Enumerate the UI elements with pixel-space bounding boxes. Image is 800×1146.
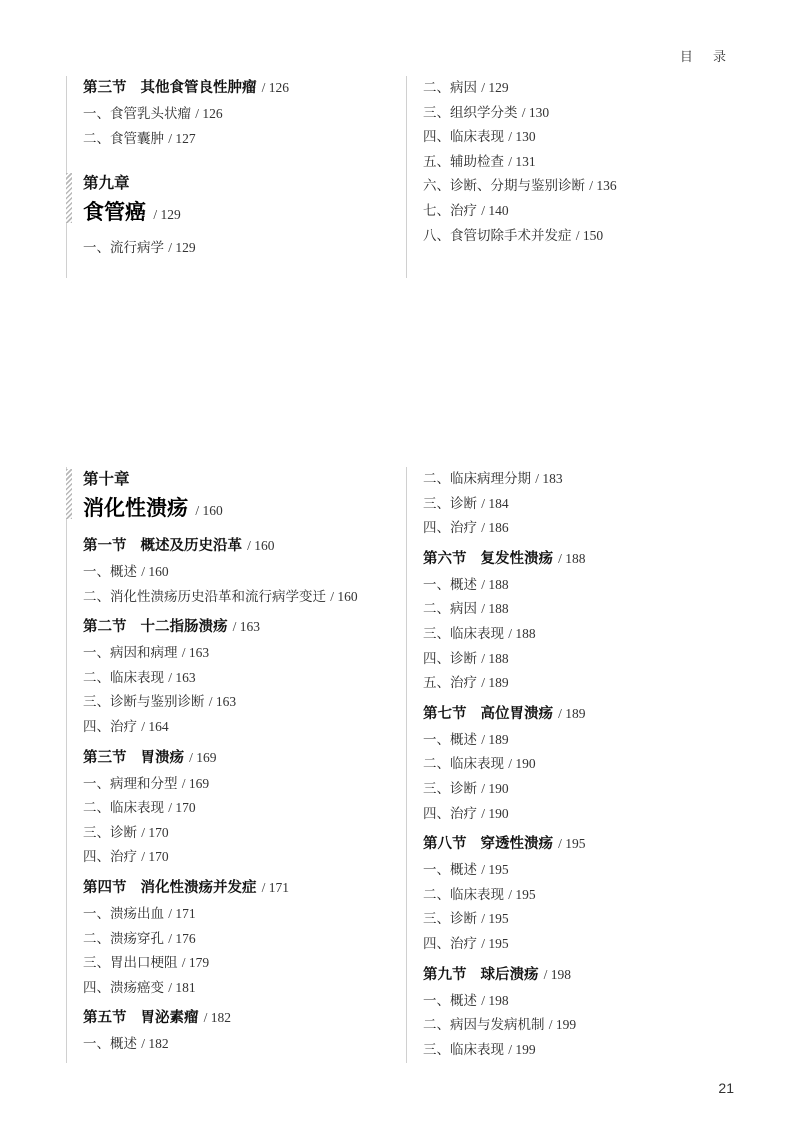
toc-entry-title: 八、食管切除手术并发症: [423, 227, 572, 244]
toc-section: [83, 1006, 419, 1030]
toc-entry: [423, 597, 733, 622]
section-title: 十二指肠溃疡: [140, 619, 228, 636]
toc-entry-title: 二、病因与发病机制: [423, 1017, 545, 1034]
section-number: 第八节: [423, 836, 467, 853]
toc-entry-page: / 170: [168, 800, 196, 816]
toc-section: [83, 615, 419, 639]
section-number: 第三节: [83, 749, 127, 766]
toc-entry: [423, 516, 733, 541]
toc-entry-title: 七、治疗: [423, 202, 477, 219]
toc-entry-title: 二、病因: [423, 80, 477, 96]
toc-entry-title: 四、诊断: [423, 650, 477, 667]
toc-entry: [423, 199, 733, 224]
toc-entry: [83, 1032, 419, 1057]
toc-entry-page: / 199: [508, 1041, 536, 1057]
toc-entry-page: / 189: [481, 731, 509, 747]
chapter-title: [83, 195, 419, 232]
chapter-page: / 160: [195, 503, 223, 518]
toc-section: [423, 832, 733, 856]
toc-entry: [83, 951, 419, 976]
toc-entry: [83, 821, 419, 846]
toc-entry-page: / 163: [208, 694, 237, 710]
toc-entry: [423, 150, 733, 175]
toc-entry-page: / 184: [481, 495, 509, 511]
toc-entry: [83, 641, 419, 666]
toc-entry-title: 三、诊断: [423, 911, 477, 928]
toc-entry-page: / 198: [481, 992, 509, 1008]
toc-entry: [83, 902, 419, 927]
toc-entry-title: 二、临床表现: [423, 756, 504, 773]
chapter-number: 第九章: [83, 174, 130, 193]
toc-chapter: [83, 467, 419, 528]
toc-chapter: [83, 171, 419, 232]
toc-entry: [423, 76, 733, 101]
toc-entry-title: 三、诊断与鉴别诊断: [83, 694, 205, 711]
toc-entry: [83, 560, 419, 585]
toc-entry-page: / 195: [508, 886, 536, 902]
toc-entry-title: 五、辅助检查: [423, 153, 504, 170]
section-page: / 182: [203, 1010, 231, 1026]
toc-entry: [423, 174, 733, 199]
toc-entry-page: / 179: [181, 955, 210, 971]
toc-entry: [423, 777, 733, 802]
toc-entry: [83, 236, 419, 261]
chapter-page: / 129: [153, 207, 181, 223]
toc-entry: [83, 845, 419, 870]
toc-entry: [423, 467, 733, 492]
toc-entry-title: 五、治疗: [423, 675, 477, 692]
toc-entry: [423, 224, 733, 249]
toc-entry: [83, 690, 419, 715]
toc-entry-page: / 190: [481, 780, 509, 796]
toc-entry-title: 三、组织学分类: [423, 104, 518, 121]
toc-entry-page: / 163: [181, 645, 210, 661]
section-page: / 169: [189, 749, 217, 765]
section-number: 第二节: [83, 619, 127, 636]
section-number: 第一节: [83, 538, 127, 554]
toc-entry: [423, 101, 733, 126]
page-number: 21: [718, 1080, 734, 1096]
toc-column-right: [406, 467, 733, 1063]
toc-entry-title: 一、病因和病理: [83, 645, 178, 662]
toc-entry-title: 三、诊断: [423, 780, 477, 797]
section-number: 第五节: [83, 1010, 127, 1027]
toc-block-1: [66, 76, 736, 276]
toc-entry-page: / 131: [508, 153, 536, 169]
toc-entry-page: / 171: [168, 905, 196, 921]
toc-entry-title: 四、治疗: [423, 805, 477, 822]
toc-section: [423, 963, 733, 987]
chapter-title-text: 消化性溃疡: [83, 496, 188, 520]
toc-block-2: [66, 467, 736, 1063]
toc-entry-page: / 190: [508, 756, 536, 772]
toc-entry-title: 四、治疗: [83, 718, 137, 735]
toc-column-left: [66, 76, 419, 278]
section-page: / 189: [558, 705, 586, 721]
toc-entry-title: 四、治疗: [423, 935, 477, 952]
section-title: 消化性溃疡并发症: [140, 879, 257, 896]
chapter-number: 第十章: [83, 470, 130, 488]
toc-entry: [423, 883, 733, 908]
toc-entry-title: 一、溃疡出血: [83, 905, 164, 922]
section-page: / 198: [543, 966, 571, 982]
toc-entry: [83, 772, 419, 797]
toc-entry-page: / 186: [481, 520, 509, 536]
toc-entry: [83, 927, 419, 952]
chapter-stripe-decoration: [66, 173, 72, 223]
toc-entry-title: 四、临床表现: [423, 129, 504, 146]
section-title: 胃溃疡: [140, 749, 184, 766]
chapter-stripe-decoration: [66, 469, 72, 519]
section-title: 球后溃疡: [480, 966, 539, 983]
toc-entry: [423, 802, 733, 827]
toc-entry: [423, 573, 733, 598]
toc-section: [83, 876, 419, 900]
toc-entry-page: / 195: [481, 862, 509, 878]
section-number: 第四节: [83, 879, 127, 896]
toc-entry-title: 三、临床表现: [423, 625, 504, 642]
toc-entry: [423, 1013, 733, 1038]
section-number: 第六节: [423, 550, 467, 567]
toc-entry-title: 二、病因: [423, 601, 477, 618]
toc-entry-title: 二、临床病理分期: [423, 471, 531, 487]
toc-entry-page: / 160: [141, 564, 169, 579]
toc-entry: [423, 125, 733, 150]
toc-entry: [423, 671, 733, 696]
toc-entry-page: / 130: [508, 129, 536, 145]
toc-entry-page: / 129: [168, 240, 196, 256]
toc-entry-page: / 130: [521, 104, 550, 120]
toc-entry-title: 三、诊断: [423, 495, 477, 512]
section-number: 第三节: [83, 80, 127, 96]
section-page: / 163: [232, 619, 260, 635]
section-number: 第七节: [423, 705, 467, 722]
toc-section: [423, 702, 733, 726]
toc-section: [83, 534, 419, 558]
section-title: 胃泌素瘤: [140, 1010, 199, 1027]
toc-entry: [83, 127, 419, 152]
toc-entry-title: 三、诊断: [83, 824, 137, 841]
toc-entry: [83, 976, 419, 1001]
toc-entry-title: 一、概述: [423, 731, 477, 748]
toc-column-right: [406, 76, 733, 278]
toc-entry: [423, 858, 733, 883]
section-page: / 126: [261, 80, 289, 95]
toc-entry-title: 四、治疗: [83, 849, 137, 866]
toc-entry: [423, 907, 733, 932]
toc-entry: [83, 102, 419, 127]
toc-entry: [83, 796, 419, 821]
toc-entry-page: / 164: [141, 718, 169, 734]
toc-section: [423, 547, 733, 571]
toc-entry-page: / 195: [481, 935, 509, 951]
toc-entry: [423, 622, 733, 647]
toc-entry: [423, 728, 733, 753]
toc-entry: [83, 585, 419, 610]
toc-entry: [423, 752, 733, 777]
toc-entry-page: / 163: [168, 669, 196, 685]
toc-entry-page: / 169: [181, 775, 210, 791]
toc-entry-title: 三、临床表现: [423, 1041, 504, 1058]
toc-entry-title: 四、溃疡癌变: [83, 979, 164, 996]
toc-entry-page: / 182: [141, 1036, 169, 1052]
toc-section: [83, 746, 419, 770]
toc-entry-title: 二、溃疡穿孔: [83, 930, 164, 947]
chapter-title-text: 食管癌: [83, 200, 146, 225]
toc-entry: [423, 989, 733, 1014]
toc-entry: [423, 492, 733, 517]
section-title: 穿透性溃疡: [480, 836, 553, 853]
toc-entry-page: / 190: [481, 805, 509, 821]
toc-entry-page: / 188: [481, 576, 509, 592]
section-page: / 195: [558, 836, 586, 852]
toc-entry-title: 一、概述: [423, 862, 477, 879]
toc-entry-title: 一、流行病学: [83, 240, 164, 257]
section-page: / 160: [247, 538, 275, 553]
toc-entry-page: / 188: [481, 650, 509, 666]
toc-entry: [423, 647, 733, 672]
toc-entry-title: 一、概述: [83, 1036, 137, 1053]
toc-entry-page: / 181: [168, 979, 196, 995]
toc-entry-page: / 136: [589, 178, 617, 194]
toc-entry-title: 三、胃出口梗阻: [83, 955, 178, 972]
toc-entry-title: 一、概述: [423, 576, 477, 593]
toc-entry-page: / 127: [168, 130, 196, 146]
toc-section: [83, 76, 419, 100]
toc-entry-page: / 199: [548, 1017, 577, 1033]
toc-entry-page: / 150: [575, 227, 604, 243]
toc-entry-title: 二、消化性溃疡历史沿革和流行病学变迁: [83, 588, 326, 605]
section-page: / 171: [261, 879, 289, 895]
section-title: 高位胃溃疡: [480, 705, 553, 722]
section-title: 复发性溃疡: [480, 550, 553, 567]
toc-entry-title: 二、临床表现: [83, 800, 164, 817]
toc-entry-title: 六、诊断、分期与鉴别诊断: [423, 178, 585, 195]
toc-entry: [83, 666, 419, 691]
toc-entry-page: / 160: [330, 588, 358, 604]
toc-entry-page: / 183: [535, 471, 563, 486]
toc-entry-page: / 176: [168, 930, 196, 946]
toc-column-left: [66, 467, 419, 1063]
toc-entry-title: 二、食管囊肿: [83, 130, 164, 147]
section-page: / 188: [558, 550, 586, 566]
toc-entry: [423, 932, 733, 957]
toc-entry-title: 四、治疗: [423, 520, 477, 537]
toc-entry-page: / 140: [481, 202, 509, 218]
toc-entry-page: / 126: [195, 106, 223, 121]
running-header: 目 录: [679, 50, 734, 65]
toc-entry-page: / 188: [481, 601, 509, 617]
toc-entry-title: 一、病理和分型: [83, 775, 178, 792]
toc-entry-page: / 195: [481, 911, 509, 927]
toc-entry-page: / 170: [141, 824, 169, 840]
toc-entry-title: 二、临床表现: [83, 669, 164, 686]
toc-entry: [423, 1038, 733, 1063]
section-title: 其他食管良性肿瘤: [140, 80, 257, 96]
toc-entry-title: 一、食管乳头状瘤: [83, 106, 191, 122]
toc-entry-page: / 129: [481, 80, 509, 95]
toc-entry-page: / 188: [508, 625, 536, 641]
chapter-title: [83, 491, 419, 528]
section-number: 第九节: [423, 966, 467, 983]
toc-entry-page: / 170: [141, 849, 169, 865]
toc-entry: [83, 715, 419, 740]
toc-entry-title: 二、临床表现: [423, 886, 504, 903]
toc-entry-title: 一、概述: [83, 564, 137, 580]
toc-entry-page: / 189: [481, 675, 509, 691]
toc-entry-title: 一、概述: [423, 992, 477, 1009]
section-title: 概述及历史沿革: [140, 538, 242, 554]
